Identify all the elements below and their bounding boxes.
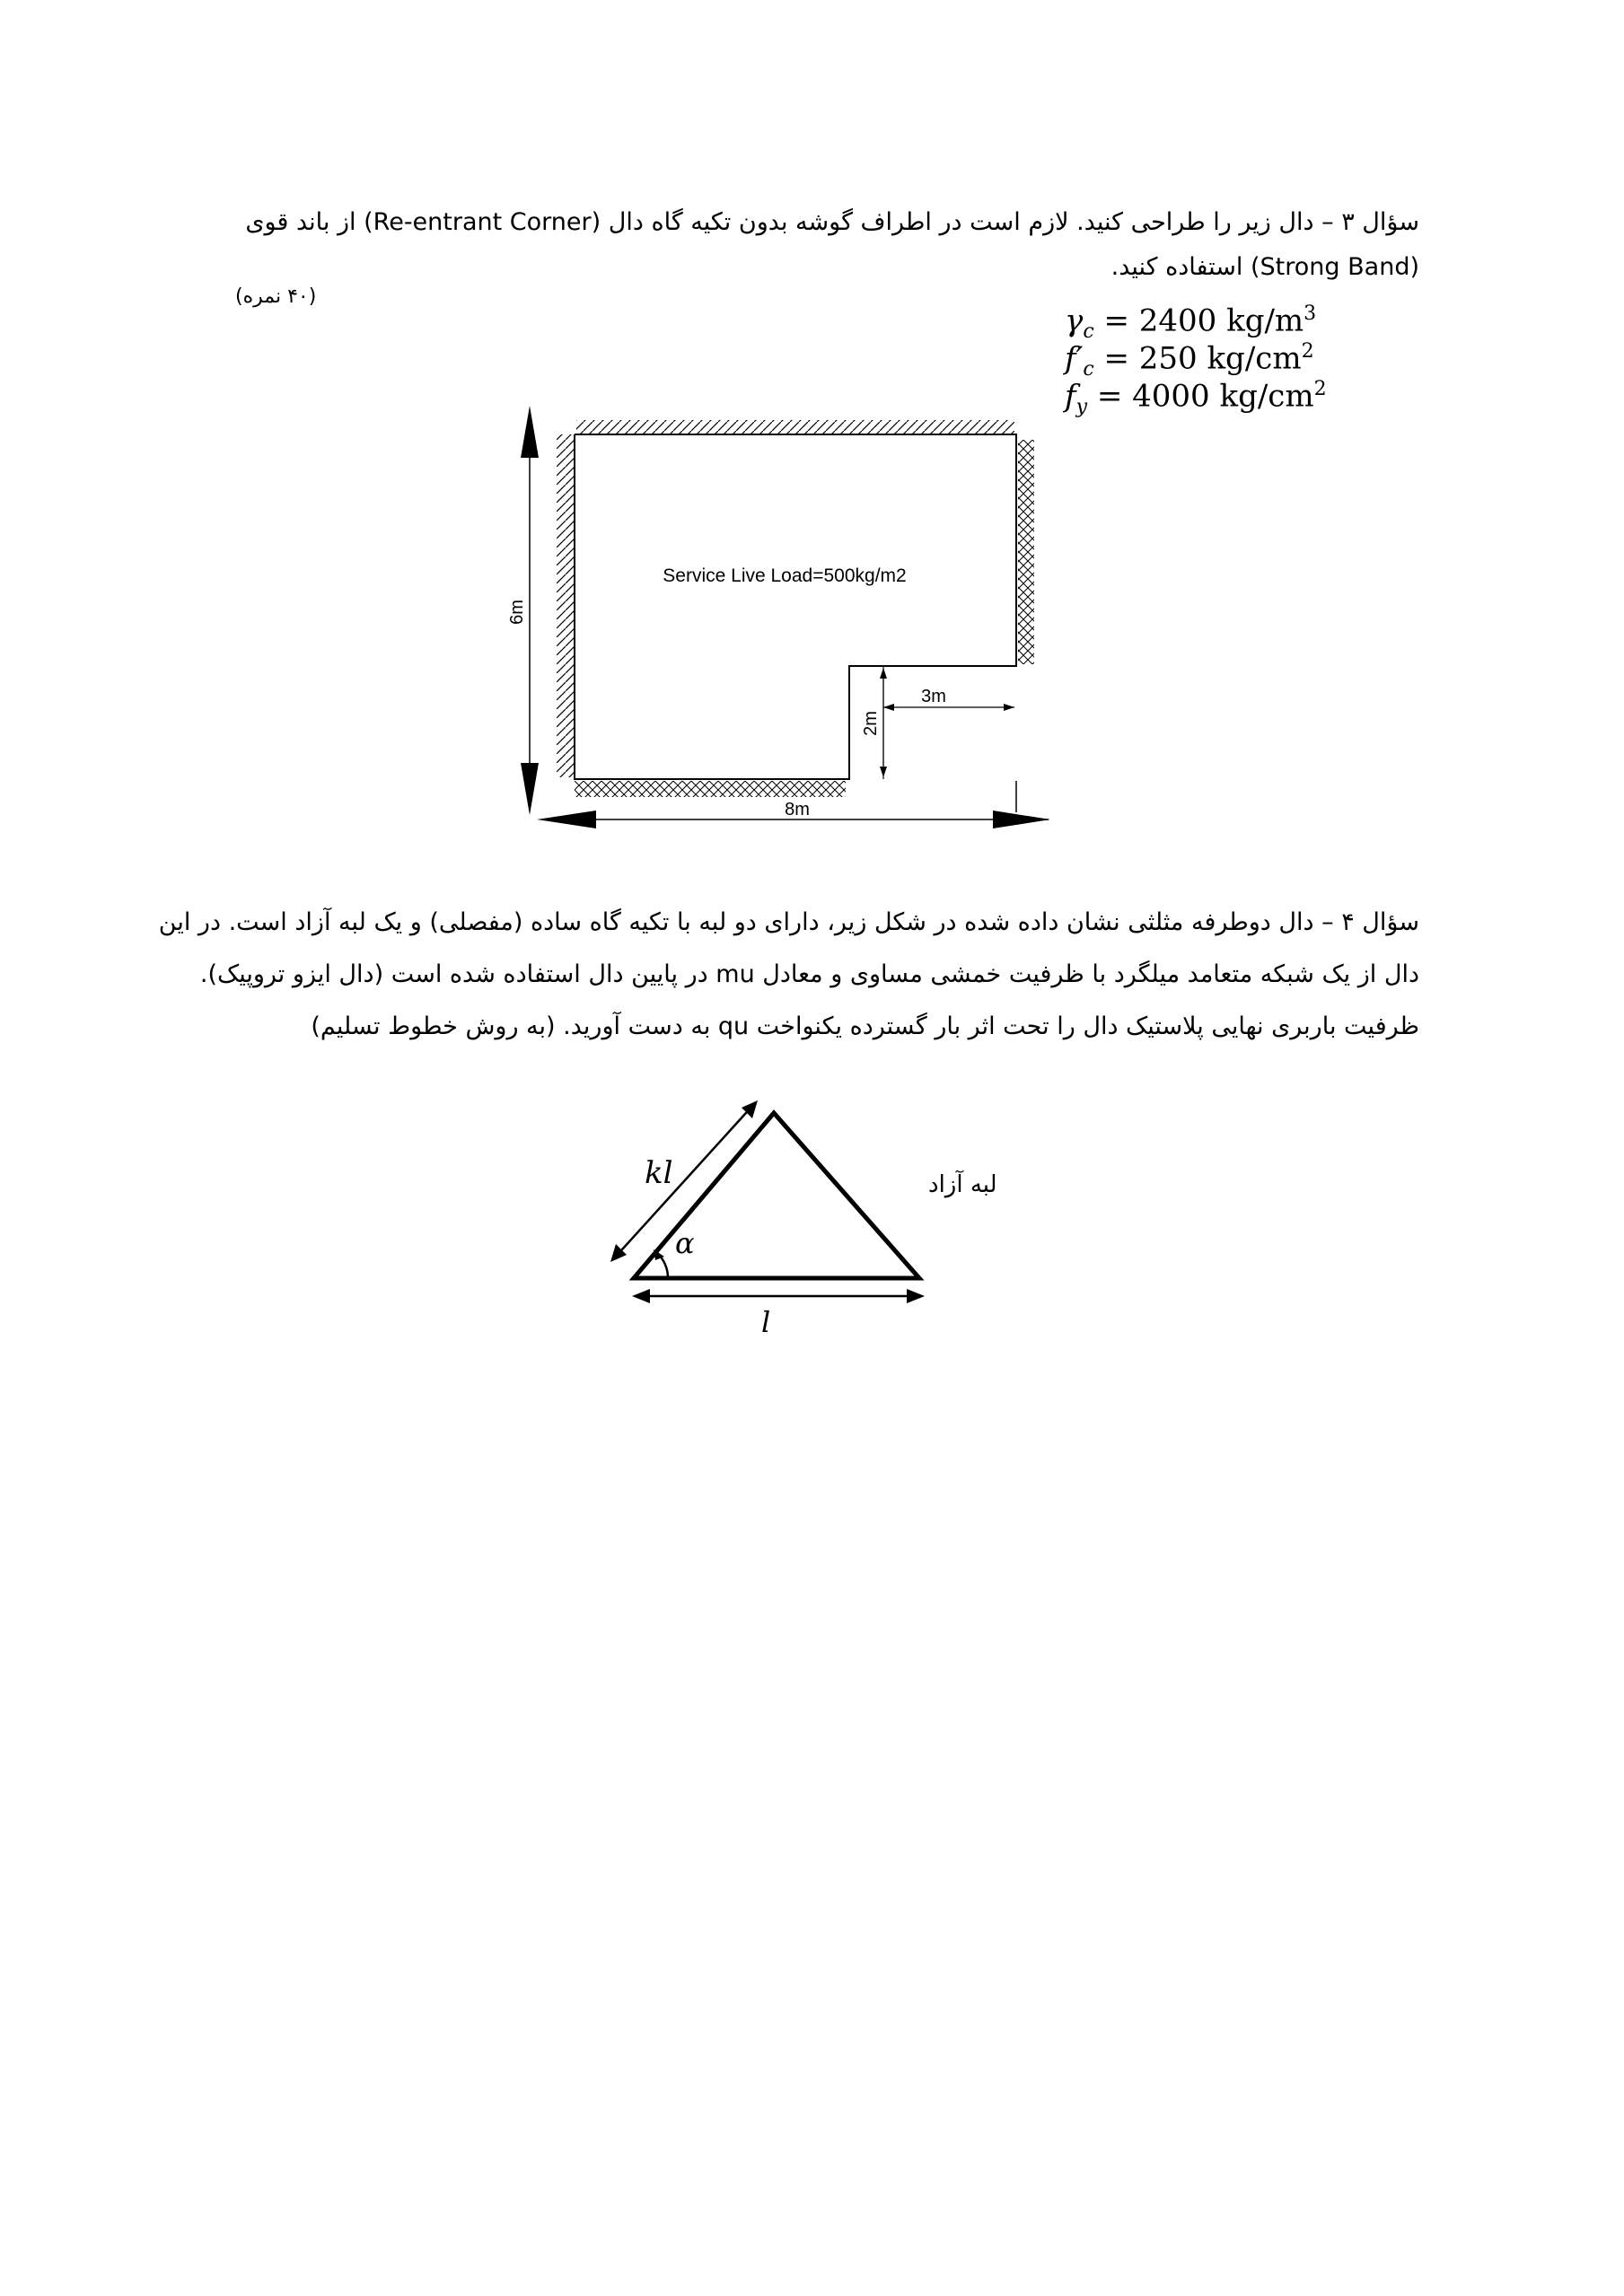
slab-outline	[575, 434, 1016, 779]
load-label: Service Live Load=500kg/m2	[663, 565, 907, 586]
dim-notch-height-label: 2m	[861, 711, 881, 736]
formula-gamma-value: = 2400 kg/m	[1103, 302, 1304, 339]
q4-line-2: دال از یک شبکه متعامد میلگرد با ظرفیت خمشی مساوی و معادل mu در پایین دال استفاده شده است (دال ایزو تروپیک).	[199, 960, 1419, 988]
support-bottom-hatch	[575, 781, 846, 797]
formula-fc-value: = 250 kg/cm	[1103, 340, 1302, 377]
support-top-hatch	[576, 420, 1014, 434]
formula-gamma: $\gamma_c = 2400$ $kg/m^3$	[1065, 302, 1317, 344]
label-alpha: α	[675, 1226, 695, 1260]
dim-notch-width-label: 3m	[921, 687, 946, 706]
label-free-edge: لبه آزاد	[928, 1171, 997, 1198]
slab-plan-figure	[0, 0, 1624, 898]
formula-fc: $f'_c = 250$ $kg/cm^2$	[1065, 340, 1314, 381]
triangle-slab-figure	[0, 1059, 1624, 1346]
q3-line-2: (Strong Band) استفاده کنید.	[1110, 253, 1419, 281]
formula-fy-value: = 4000 kg/cm	[1096, 378, 1314, 415]
q3-line-1: سؤال ۳ – دال زیر را طراحی کنید. لازم است در اطراف گوشه بدون تکیه گاه دال (Re-entrant Corner) از باند قوی	[245, 208, 1419, 236]
dim-height-label: 6m	[507, 600, 527, 625]
q4-line-1: سؤال ۴ – دال دوطرفه مثلثی نشان داده شده در شکل زیر، دارای دو لبه با تکیه گاه ساده (مفصلی) و یک لبه آزاد است. در این	[158, 908, 1419, 936]
support-left-hatch	[557, 434, 575, 777]
label-l: l	[761, 1305, 771, 1339]
dim-width-label: 8m	[785, 800, 810, 819]
label-kl: kl	[645, 1155, 673, 1191]
support-right-hatch	[1018, 440, 1034, 664]
formula-fy: $f_y = 4000$ $kg/cm^2$	[1065, 378, 1327, 419]
q4-line-3: ظرفیت باربری نهایی پلاستیک دال را تحت اثر بار گسترده یکنواخت qu به دست آورید. (به روش خطوط تسلیم)	[311, 1012, 1419, 1040]
q3-score: (۴۰ نمره)	[235, 285, 317, 308]
